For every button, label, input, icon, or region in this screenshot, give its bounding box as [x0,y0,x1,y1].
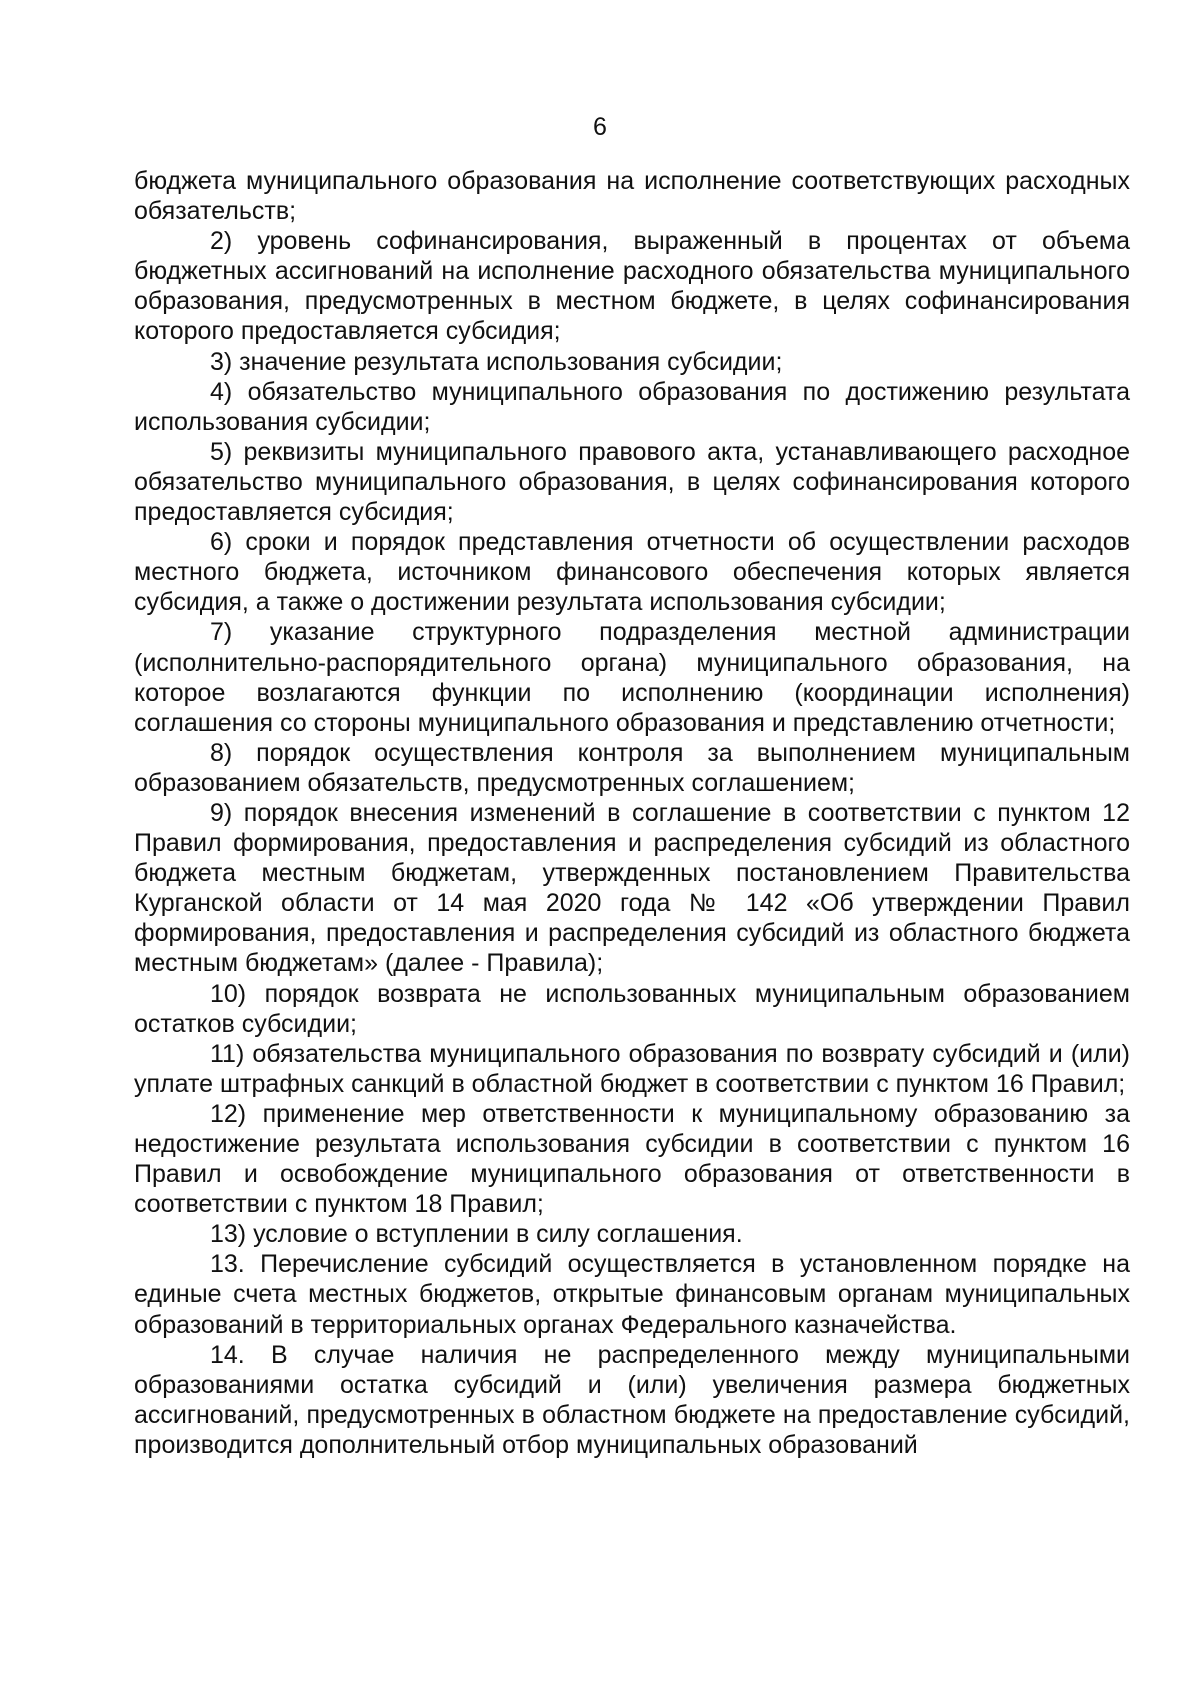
paragraph-11: 11) обязательства муниципального образования по возврату субсидий и (или) уплате штрафных санкций в областной бюджет в соответствии с пунктом 16 Правил; [134,1039,1130,1098]
paragraph-14: 13. Перечисление субсидий осуществляется в установленном порядке на единые счета местных бюджетов, открытые финансовым органам муниципальных образований в территориальных органах Федерального казначейства. [134,1250,1130,1339]
paragraph-6: 6) сроки и порядок представления отчетности об осуществлении расходов местного бюджета, источником финансового обеспечения которых является субсидия, а также о достижении результата использования субсидии; [134,528,1130,617]
paragraph-2: 2) уровень софинансирования, выраженный в процентах от объема бюджетных ассигнований на исполнение расходного обязательства муниципального образования, предусмотренных в местном бюджете, в целях софинансирования которого предоставляется субсидия; [134,227,1130,346]
paragraph-10: 10) порядок возврата не использованных муниципальным образованием остатков субсидии; [134,979,1130,1038]
paragraph-7: 7) указание структурного подразделения местной администрации (исполнительно-распорядительного органа) муниципального образования, на которое возлагаются функции по исполнению (координации исполнения) соглашения со стороны муниципального образования и представлению отчетности; [134,618,1130,737]
paragraph-4: 4) обязательство муниципального образования по достижению результата использования субсидии; [134,377,1130,436]
paragraph-12: 12) применение мер ответственности к муниципальному образованию за недостижение результата использования субсидии в соответствии с пунктом 16 Правил и освобождение муниципального образования от ответственности в соответствии с пунктом 18 Правил; [134,1099,1130,1219]
paragraph-9: 9) порядок внесения изменений в соглашение в соответствии с пунктом 12 Правил формирования, предоставления и распределения субсидий из областного бюджета местным бюджетам, утвержденных постановлением Правительства Курганской области от 14 мая 2020 года № 142 «Об утверждении Правил формирования, предоставления и распределения субсидий из областного бюджета местным бюджетам» (далее - Правила); [134,798,1130,978]
paragraph-5: 5) реквизиты муниципального правового акта, устанавливающего расходное обязательство муниципального образования, в целях софинансирования которого предоставляется субсидия; [134,437,1130,527]
paragraph-13: 13) условие о вступлении в силу соглашения. [210,1220,743,1249]
paragraph-3: 3) значение результата использования субсидии; [210,347,783,376]
paragraph-15: 14. В случае наличия не распределенного между муниципальными образованиями остатка субсидий и (или) увеличения размера бюджетных ассигнований, предусмотренных в областном бюджете на предоставление субсидий, производится дополнительный отбор муниципальных образований [134,1340,1130,1459]
paragraph-1: бюджета муниципального образования на исполнение соответствующих расходных обязательств; [134,167,1130,226]
document-text [134,166,1130,1460]
page-number: 6 [593,113,607,141]
paragraph-8: 8) порядок осуществления контроля за выполнением муниципальным образованием обязательств, предусмотренных соглашением; [134,738,1130,797]
